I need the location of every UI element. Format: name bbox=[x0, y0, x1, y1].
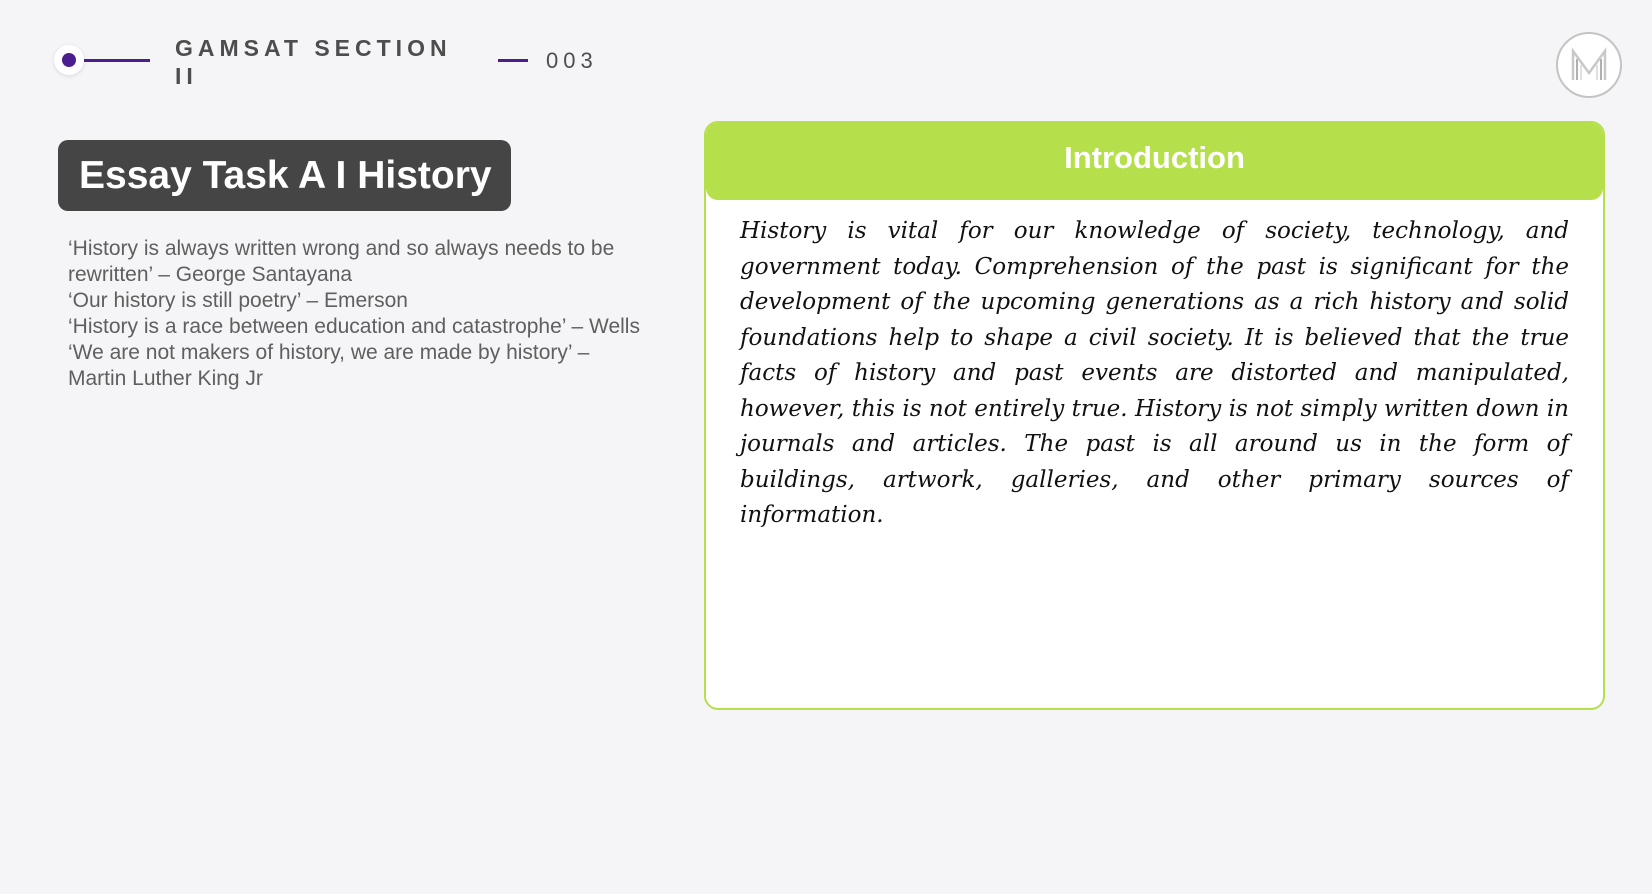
quote-item: ‘Our history is still poetry’ – Emerson bbox=[68, 289, 408, 312]
introduction-text: History is vital for our knowledge of society, technology, and government today. Comprehension of the past is significant for the development of the upcoming generations as a rich history and solid foundations help to shape a civil society. It is believed that the true facts of history and past events are distorted and manipulated, however, this is not entirely true. History is not simply written down in journals and articles. The past is all around us in the form of buildings, artwork, galleries, and other primary sources of information. bbox=[740, 218, 1569, 528]
section-title: GAMSAT SECTION II bbox=[175, 35, 452, 89]
progress-line bbox=[84, 59, 150, 62]
quote-item: ‘History is a race between education and catastrophe’ – Wells bbox=[68, 315, 640, 338]
quote-item: ‘History is always written wrong and so always needs to be rewritten’ – George Santayana bbox=[68, 237, 615, 286]
quote-list bbox=[68, 236, 648, 392]
progress-dot bbox=[54, 45, 84, 75]
m-logo-icon bbox=[1558, 34, 1620, 96]
introduction-card bbox=[704, 121, 1605, 710]
card-header: Introduction bbox=[706, 123, 1603, 200]
essay-task-banner: Essay Task A I History bbox=[58, 140, 511, 211]
section-number: 003 bbox=[546, 48, 598, 73]
quote-item: ‘We are not makers of history, we are made by history’ – Martin Luther King Jr bbox=[68, 341, 590, 390]
section-number-dash bbox=[498, 59, 528, 62]
brand-logo bbox=[1556, 32, 1622, 98]
